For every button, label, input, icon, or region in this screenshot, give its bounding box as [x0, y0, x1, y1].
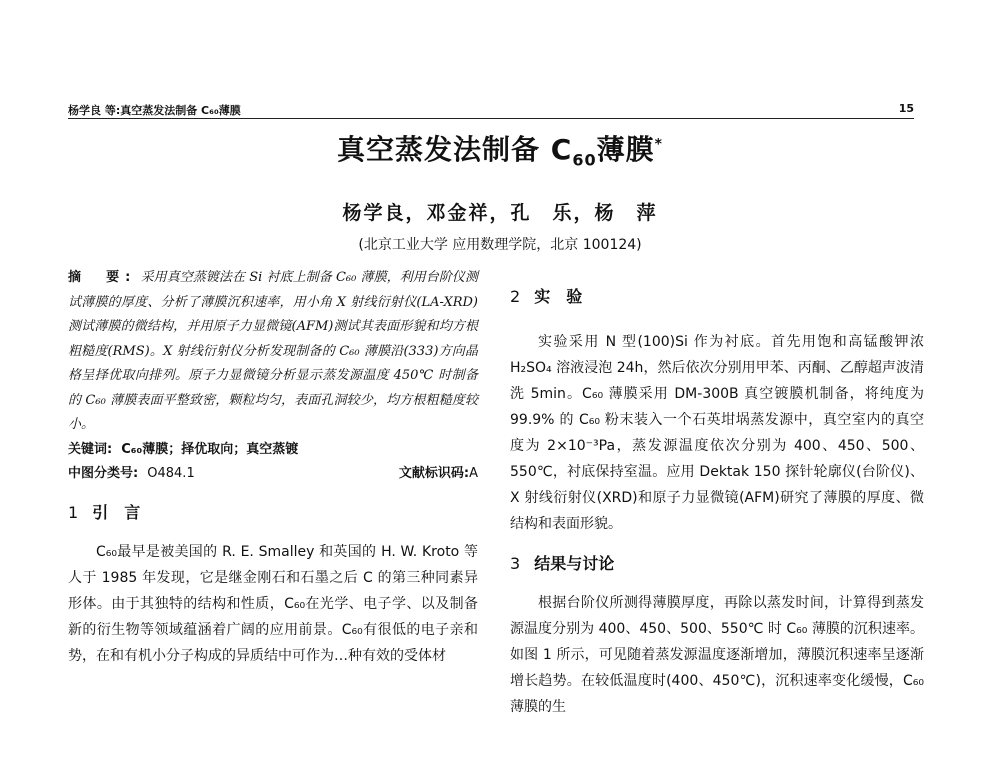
abstract-text: 采用真空蒸镀法在 Si 衬底上制备 C₆₀ 薄膜，利用台阶仪测试薄膜的厚度、分析了薄膜沉积速率，用小角 X 射线衍射仪(LA-XRD)测试薄膜的微结构，并用原子力显微镜(AFM)测试其表面形貌和均方根粗糙度(RMS)。X 射线衍射仪分析发现制备的 C₆₀ 薄膜沿(333)方向晶格呈择优取向排列。原子力显微镜分析显示蒸发源温度 450℃ 时制备的 C₆₀ 薄膜表面平整致密，颗粒均匀，表面孔洞较少，均方根粗糙度较小。 [68, 270, 478, 432]
section-title: 结果与讨论 [534, 554, 615, 573]
experiment-paragraph: 实验采用 N 型(100)Si 作为衬底。首先用饱和高锰酸钾浓 H₂SO₄ 溶液浸泡 24h，然后依次分别用甲苯、丙酮、乙醇超声波清洗 5min。C₆₀ 薄膜采用 DM-300B 真空镀膜机制备，将纯度为 99.9% 的 C₆₀ 粉末装入一个石英坩埚蒸发源中，真空室内的真空度为 2×10⁻³Pa，蒸发源温度依次分别为 400、450、500、550℃，衬底保持室温。应用 Dektak 150 探针轮廓仪(台阶仪)、X 射线衍射仪(XRD)和原子力显微镜(AFM)研究了薄膜的厚度、微结构和表面形貌。 [510, 334, 924, 532]
right-column [510, 266, 924, 720]
running-head: 杨学良 等:真空蒸发法制备 C₆₀薄膜 [68, 104, 241, 117]
abstract [68, 266, 478, 438]
section-number: 3 [510, 554, 521, 573]
keywords-label: 关键词: [68, 441, 113, 457]
doc-code-label: 文献标识码: [398, 465, 470, 481]
section-heading-experiment [510, 284, 924, 307]
classification-line [68, 462, 478, 486]
title-main: 真空蒸发法制备 C [337, 133, 573, 166]
header-rule [68, 118, 914, 119]
section-heading-intro [68, 500, 478, 523]
paper-title [0, 128, 1000, 170]
authors: 杨学良，邓金祥，孔 乐，杨 萍 [342, 202, 658, 224]
keywords-line [68, 438, 478, 462]
section-title: 实 验 [534, 287, 583, 306]
affiliation: (北京工业大学 应用数理学院，北京 100124) [358, 237, 642, 253]
section-number: 2 [510, 287, 521, 306]
title-footnote-mark: * [654, 136, 663, 153]
intro-paragraph: C₆₀最早是被美国的 R. E. Smalley 和英国的 H. W. Kroto 等人于 1985 年发现，它是继金刚石和石墨之后 C 的第三种同素异形体。由于其独特的结构和性质，C₆₀在光学、电子学、以及制备新的衍生物等领域蕴涵着广阔的应用前景。C₆₀有很低的电子亲和势，在和有机小分子构成的异质结中可作为…种有效的受体材 [68, 543, 478, 664]
section-number: 1 [68, 502, 79, 522]
clc-label: 中图分类号: [68, 465, 139, 481]
left-column [68, 266, 478, 669]
section-heading-results [510, 551, 924, 574]
title-suffix: 薄膜 [596, 133, 655, 166]
keywords-value: C₆₀薄膜；择优取向；真空蒸镀 [121, 441, 299, 457]
section-title: 引 言 [92, 502, 141, 522]
results-paragraph: 根据台阶仪所测得薄膜厚度，再除以蒸发时间，计算得到蒸发源温度分别为 400、450、500、550℃ 时 C₆₀ 薄膜的沉积速率。如图 1 所示，可见随着蒸发源温度逐渐增加，薄膜沉积速率呈逐渐增长趋势。在较低温度时(400、450℃)，沉积速率变化缓慢，C₆₀ 薄膜的生 [510, 595, 924, 715]
page-number: 15 [898, 102, 914, 115]
title-subscript: 60 [572, 150, 597, 170]
clc-value: O484.1 [147, 465, 195, 481]
abstract-label: 摘 要: [68, 270, 137, 285]
doc-code-value: A [469, 465, 478, 481]
